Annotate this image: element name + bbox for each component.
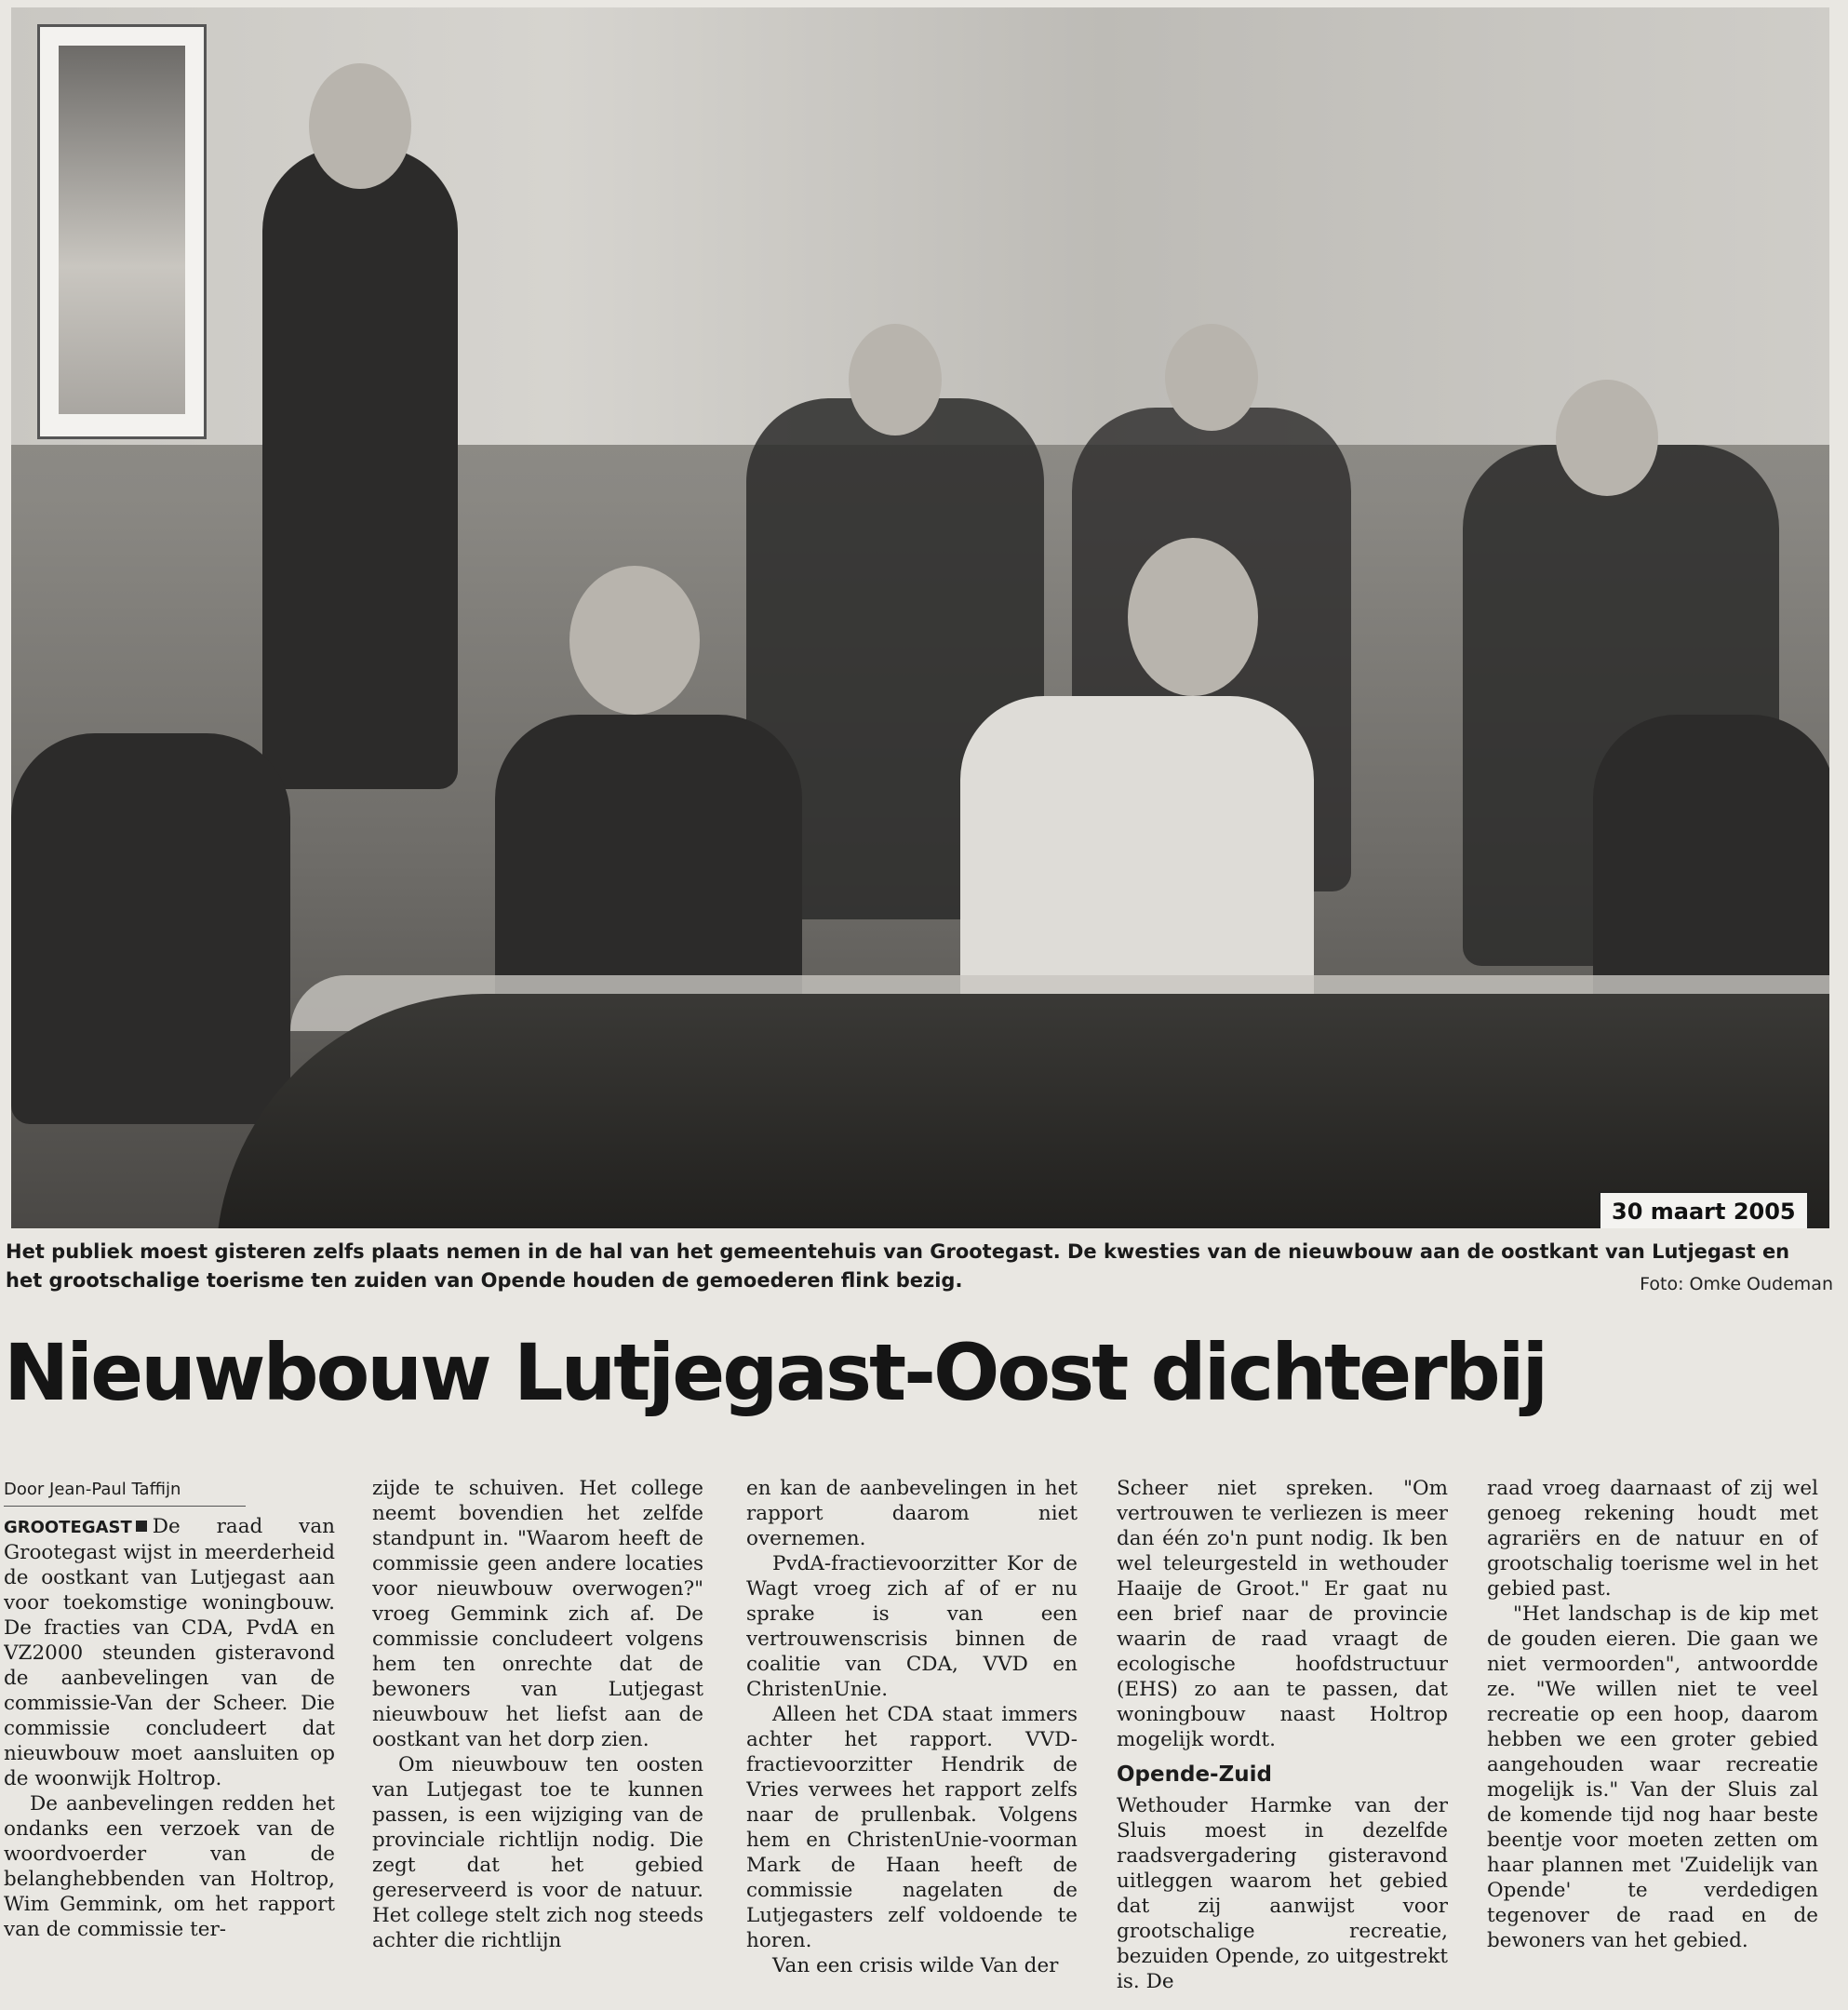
bullet-icon — [136, 1521, 147, 1532]
photo-credit: Foto: Omke Oudeman — [1640, 1274, 1833, 1294]
paragraph: Om nieuwbouw ten oosten van Lutjegast toe te kunnen passen, is een wijziging van de provinciale richtlijn nodig. Die zegt dat het gebied gereserveerd is voor de natuur. Het college stelt zich nog steeds achter die richtlijn — [372, 1753, 703, 1952]
council-table — [216, 994, 1829, 1228]
paragraph: zijde te schuiven. Het college neemt bovendien het zelfde standpunt in. "Waarom heeft de commissie geen andere locaties voor nieuwbouw overwogen?" vroeg Gemmink zich af. De commissie concludeert volgens hem ten onrechte dat de bewoners van Lutjegast nieuwbouw het liefst aan de oostkant van het dorp zien. — [372, 1477, 703, 1751]
speaker-head — [309, 63, 411, 189]
subheading: Opende-Zuid — [1117, 1762, 1272, 1787]
audience-head — [1165, 324, 1258, 431]
paragraph: Van een crisis wilde Van der — [772, 1954, 1059, 1977]
paragraph: en kan de aanbevelingen in het rapport daarom niet overnemen. — [746, 1477, 1078, 1550]
council-member — [960, 696, 1314, 1012]
dateline: GROOTEGAST — [4, 1518, 132, 1537]
paragraph: De aanbevelingen redden het ondanks een verzoek van de woordvoerder van de belanghebbenden van Holtrop, Wim Gemmink, om het rapport van de commissie ter- — [4, 1792, 335, 1941]
council-member-head — [1128, 538, 1258, 696]
paragraph — [4, 1514, 335, 1791]
audience-head — [1556, 380, 1658, 496]
paragraph: Scheer niet spreken. "Om vertrouwen te verliezen is meer dan één zo'n punt nodig. Ik ben wel teleurgesteld in wethouder Haaije de Groot." Er gaat nu een brief naar de provincie waarin de raad vraagt de ecologische hoofdstructuur (EHS) zo aan te passen, dat woningbouw naast Holtrop mogelijk wordt. — [1117, 1477, 1448, 1751]
article-column-1 — [4, 1476, 335, 2010]
audience-head — [849, 324, 942, 436]
wall-portrait — [37, 24, 207, 439]
standing-speaker — [262, 147, 458, 789]
article-column-4 — [1117, 1476, 1448, 2010]
paragraph: Alleen het CDA staat immers achter het rapport. VVD-fractievoorzitter Hendrik de Vries verwees het rapport zelfs naar de prullenbak. Volgens hem en ChristenUnie-voorman Mark de Haan heeft de commissie nagelaten de Lutjegasters zelf voldoende te horen. — [746, 1703, 1078, 1952]
date-stamp: 30 maart 2005 — [1599, 1191, 1809, 1228]
paragraph: Wethouder Harmke van der Sluis moest in dezelfde raadsvergadering gisteravond uitleggen waarom het gebied dat zij aanwijst voor grootschalige recreatie, bezuiden Opende, zo uitgestrekt is. De — [1117, 1794, 1448, 1993]
paragraph: PvdA-fractievoorzitter Kor de Wagt vroeg zich af of er nu sprake is van een vertrouwenscrisis binnen de coalitie van CDA, VVD en ChristenUnie. — [746, 1552, 1078, 1701]
headline: Nieuwbouw Lutjegast-Oost dichterbij — [4, 1327, 1547, 1418]
article-column-3 — [746, 1476, 1078, 2010]
article-photo — [11, 7, 1829, 1228]
paragraph: "Het landschap is de kip met de gouden eieren. Die gaan we niet vermoorden", antwoordde ze. "We willen niet te veel recreatie op een hoop, daarom hebben we een groter gebied aangehouden waar recreatie mogelijk is." Van der Sluis zal de komende tijd nog haar beste beentje voor moeten zetten om haar plannen met 'Zuidelijk van Opende' te verdedigen tegenover de raad en de bewoners van het gebied. — [1487, 1602, 1818, 1952]
article-column-2 — [372, 1476, 703, 2010]
article-column-5 — [1487, 1476, 1818, 2010]
byline: Door Jean-Paul Taffijn — [4, 1476, 246, 1507]
paragraph: raad vroeg daarnaast of zij wel genoeg rekening houdt met agrariërs en de natuur en of grootschalig toerisme wel in het gebied past. — [1487, 1477, 1818, 1601]
council-member — [11, 733, 290, 1124]
council-member-head — [569, 566, 700, 715]
photo-caption: Het publiek moest gisteren zelfs plaats nemen in de hal van het gemeentehuis van Grootegast. De kwesties van de nieuwbouw aan de oostkant van Lutjegast en het grootschalige toerisme ten zuiden van Opende houden de gemoederen flink bezig. — [6, 1240, 1790, 1292]
paragraph-text: De raad van Grootegast wijst in meerderheid de oostkant van Lutjegast aan voor toekomstige woningbouw. De fracties van CDA, PvdA en VZ2000 steunden gisteravond de aanbevelingen van de commissie-Van der Scheer. Die commissie concludeert dat nieuwbouw moet aansluiten op de woonwijk Holtrop. — [4, 1515, 335, 1790]
